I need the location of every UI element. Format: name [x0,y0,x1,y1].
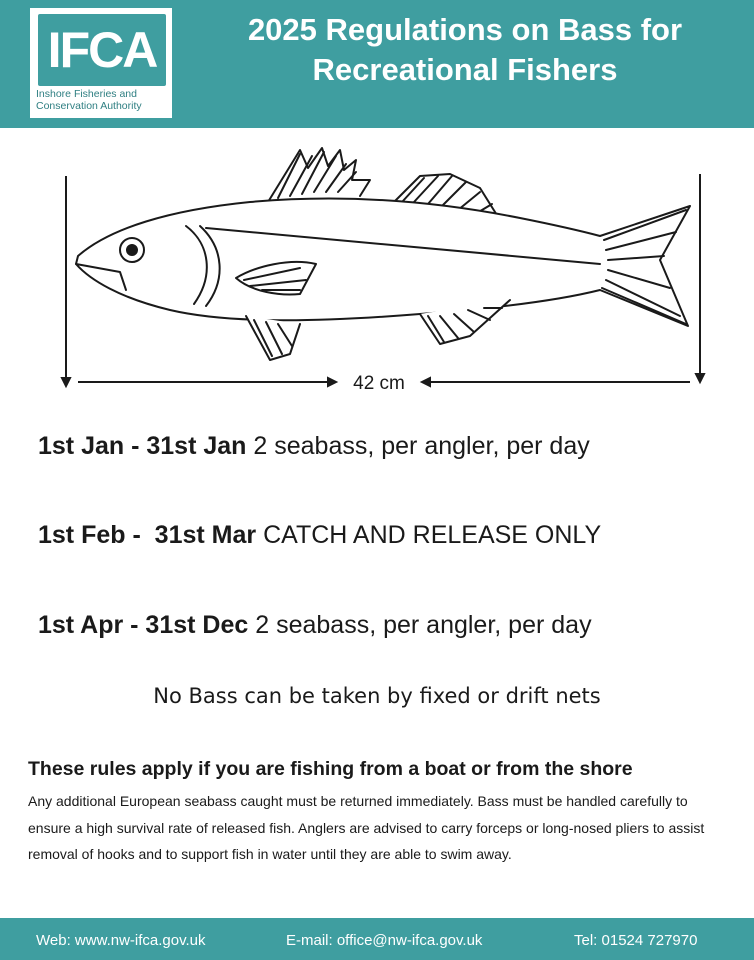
logo-subtitle-line1: Inshore Fisheries and [36,88,137,100]
rule-dates: 1st Apr - 31st Dec [38,611,249,639]
footer-web[interactable]: Web: www.nw-ifca.gov.uk [36,932,206,949]
rule-detail: 2 seabass, per angler, per day [255,611,592,639]
rule-row [38,432,590,461]
rule-row [38,521,601,550]
logo-subtitle [36,88,172,112]
apply-heading: These rules apply if you are fishing from a boat or from the shore [28,758,633,780]
bass-illustration [0,140,754,400]
ifca-logo [30,8,172,118]
fish-drawing-icon [76,148,690,360]
nets-note: No Bass can be taken by fixed or drift nets [153,684,601,708]
header-banner [0,0,754,128]
footer-tel[interactable]: Tel: 01524 727970 [574,932,698,949]
rule-row [38,611,592,640]
rule-detail: 2 seabass, per angler, per day [253,432,590,460]
guidance-paragraph: Any additional European seabass caught must be returned immediately. Bass must be handled carefully to ensure a high survival rate of released fish. Anglers are advised to carry forceps or long-nosed pliers to assist removal of hooks and to support fish in water until they are able to swim away. [28,793,705,862]
logo-badge [38,14,166,86]
footer-email[interactable]: E-mail: office@nw-ifca.gov.uk [286,932,483,949]
rule-detail: CATCH AND RELEASE ONLY [263,521,602,549]
logo-text: IFCA [47,22,157,78]
footer-bar [0,918,754,960]
measurement-label: 42 cm [353,373,405,394]
title-line1: 2025 Regulations on Bass for [247,12,683,47]
rule-dates: 1st Jan - 31st Jan [38,432,247,460]
rule-dates: 1st Feb - 31st Mar [38,521,257,549]
title-line2: Recreational Fishers [312,52,618,87]
logo-subtitle-line2: Conservation Authority [36,100,142,112]
page-title [190,10,740,90]
